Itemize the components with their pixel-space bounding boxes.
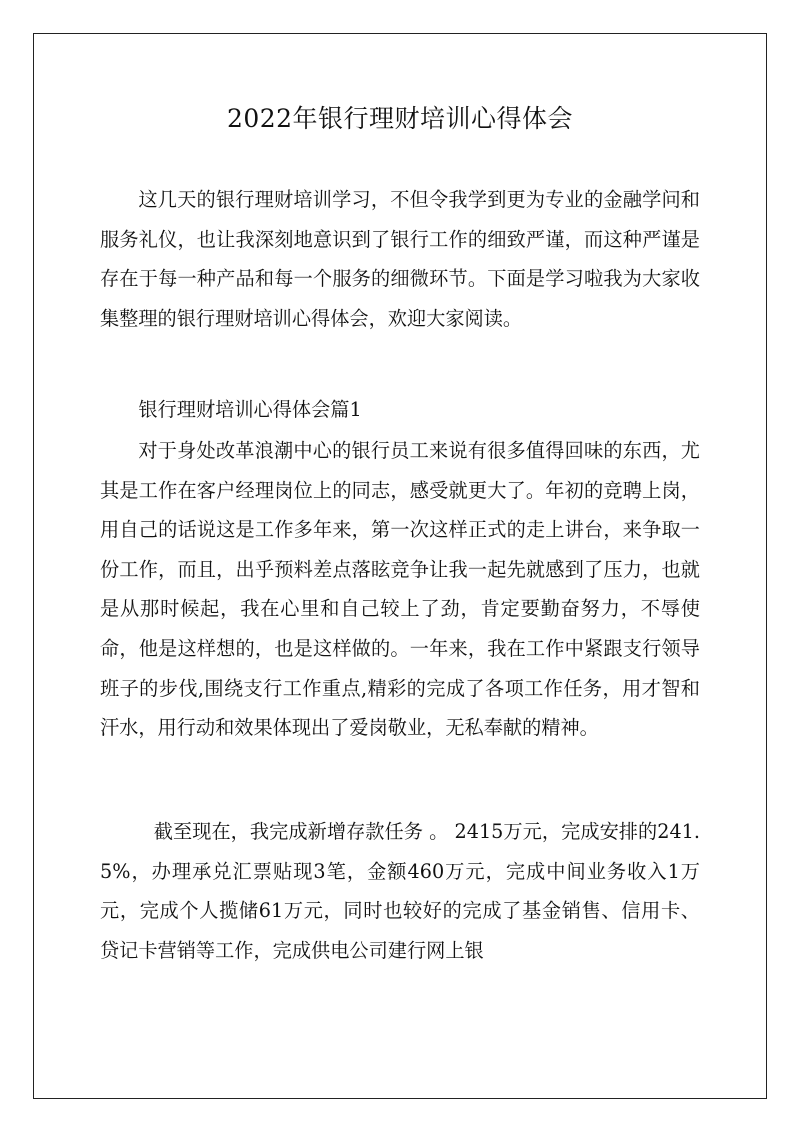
body-paragraph-1: 对于身处改革浪潮中心的银行员工来说有很多值得回味的东西，尤其是工作在客户经理岗位上的同志，感受就更大了。年初的竞聘上岗，用自己的话说这是工作多年来，第一次这样正式的走上讲台，来争取一份工作，而且，出乎预料差点落眩竞争让我一起先就感到了压力，也就是从那时候起，我在心里和自己较上了劲，肯定要勤奋努力，不辱使命，他是这样想的，也是这样做的。一年来，我在工作中紧跟支行领导班子的步伐,围绕支行工作重点,精彩的完成了各项工作任务，用才智和汗水，用行动和效果体现出了爱岗敬业，无私奉献的精神。 xyxy=(100,439,700,740)
body-paragraph-2: 截至现在，我完成新增存款任务 。 2415万元，完成安排的241.5%，办理承兑汇票贴现3笔，金额460万元，完成中间业务收入1万元，完成个人揽储61万元，同时也较好的完成了基金销售、信用卡、贷记卡营销等工作，完成供电公司建行网上银 xyxy=(100,820,700,962)
document-title: 2022年银行理财培训心得体会 xyxy=(226,104,574,133)
section-heading: 银行理财培训心得体会篇1 xyxy=(138,398,362,421)
intro-paragraph: 这几天的银行理财培训学习，不但令我学到更为专业的金融学问和服务礼仪，也让我深刻地意识到了银行工作的细致严谨，而这种严谨是存在于每一种产品和每一个服务的细微环节。下面是学习啦我为大家收集整理的银行理财培训心得体会，欢迎大家阅读。 xyxy=(100,188,700,330)
